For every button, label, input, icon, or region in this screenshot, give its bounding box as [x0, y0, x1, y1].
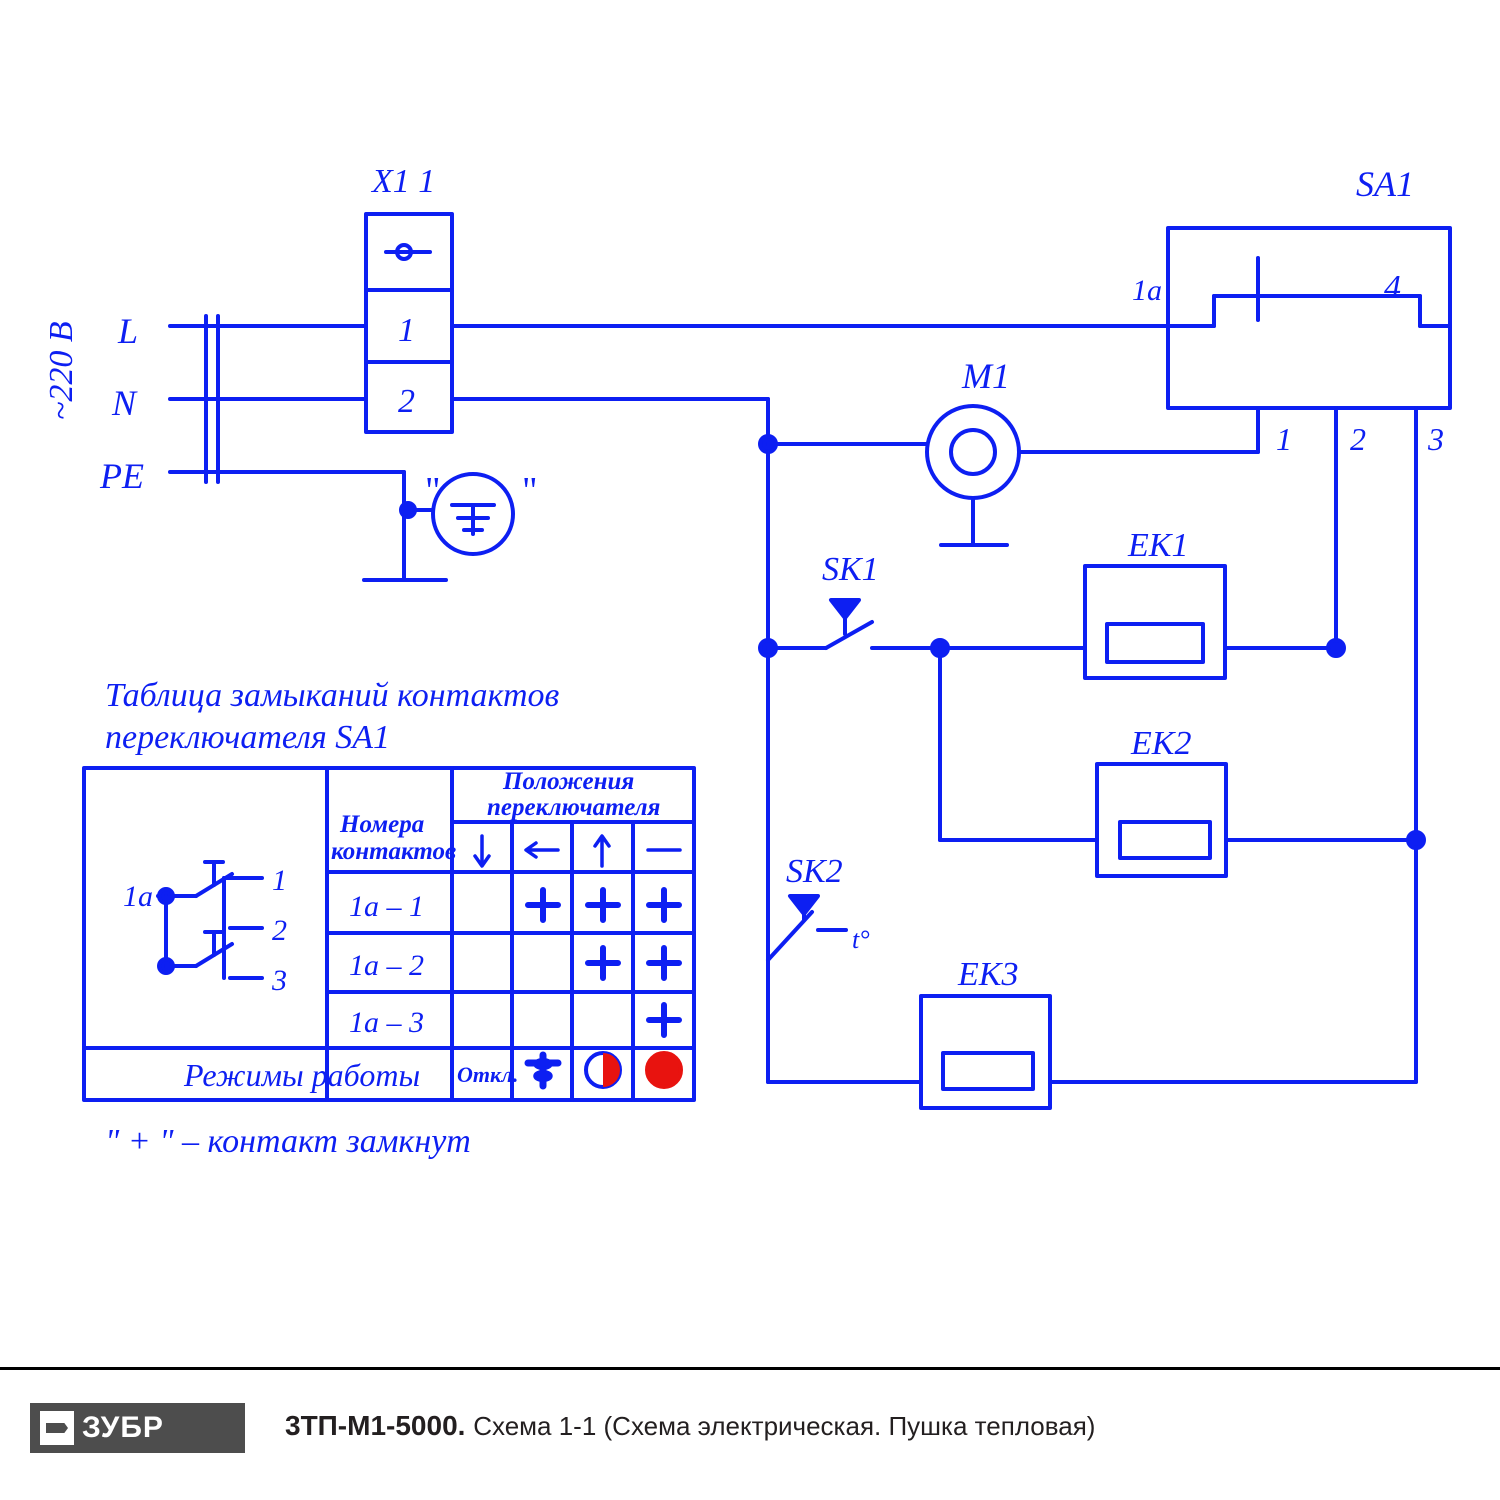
contact-out-label-2: 2	[272, 914, 287, 947]
table-legend: " + " – контакт замкнут	[105, 1123, 471, 1160]
motor-outer	[927, 406, 1019, 498]
table-mark-r0c3	[649, 890, 679, 920]
switch-contact-2-label: 2	[1350, 421, 1366, 457]
sk2-ref: SK2	[786, 853, 843, 890]
table-row-2-contacts: 1a – 3	[349, 1006, 424, 1039]
junction-ek1-sa1-2	[1328, 640, 1344, 656]
table-mark-r1c3	[649, 948, 679, 978]
table-contact-diagram-label: 1a	[123, 880, 153, 913]
position-icon-2	[595, 836, 609, 866]
table-header-positions-line1: Положения	[503, 768, 635, 795]
sk2-temp-mark: t°	[852, 925, 870, 954]
ek2-element	[1120, 822, 1210, 858]
switch-contact-4-label: 4	[1384, 269, 1401, 306]
table-row-0-contacts: 1a – 1	[349, 890, 424, 923]
arrow-icon	[40, 1411, 74, 1445]
ek3-ref: EK3	[958, 956, 1019, 993]
junction-sa1-3-ek2	[1408, 832, 1424, 848]
switch-contact-1-label: 1	[1276, 421, 1292, 457]
ground-quote-left: "	[425, 470, 441, 512]
table-header-positions-line2: переключателя	[487, 794, 661, 821]
motor-inner	[951, 430, 995, 474]
ground-quote-right: "	[522, 470, 538, 512]
switch-body	[1168, 228, 1450, 408]
table-header-contacts-line1: Номера	[340, 811, 425, 838]
mode-fan-icon	[528, 1055, 558, 1086]
ek1-ref: EK1	[1128, 527, 1189, 564]
contact-out-label-3: 3	[272, 964, 287, 997]
motor-ref: M1	[962, 356, 1010, 396]
brand-name: ЗУБР	[82, 1411, 164, 1444]
ek2-ref: EK2	[1131, 725, 1192, 762]
contact-out-label-1: 1	[272, 864, 287, 897]
supply-line-L: L	[118, 311, 139, 351]
ek1-element	[1107, 624, 1203, 662]
table-mark-r1c2	[588, 948, 618, 978]
footer-bar	[0, 1367, 1500, 1500]
supply-line-N: N	[112, 383, 137, 423]
table-header-contacts-line2: контактов	[331, 838, 457, 865]
brand-logo	[30, 1403, 245, 1453]
table-modes-label: Режимы работы	[184, 1057, 421, 1093]
table-mark-r0c1	[528, 890, 558, 920]
terminal-block-ref: X1 1	[372, 163, 436, 200]
terminal-2-label: 2	[398, 383, 415, 420]
sk1-blade	[826, 622, 872, 648]
supply-voltage-label: ~220 В	[43, 321, 80, 420]
switch-contact-3-label: 3	[1428, 421, 1444, 457]
ek3-element	[943, 1053, 1033, 1089]
footer-caption	[285, 1410, 1095, 1442]
position-icon-1	[526, 843, 558, 857]
supply-line-PE: PE	[100, 456, 144, 496]
sk1-ref: SK1	[822, 551, 879, 588]
position-icon-0	[475, 836, 489, 866]
switch-ref: SA1	[1356, 164, 1414, 204]
table-title-line1: Таблица замыканий контактов	[105, 677, 560, 714]
scheme-description: Схема 1-1 (Схема электрическая. Пушка тепловая)	[473, 1411, 1096, 1441]
model-number: 3ТП-М1-5000.	[285, 1410, 466, 1441]
table-title-line2: переключателя SA1	[105, 719, 391, 756]
table-mark-r2c3	[649, 1005, 679, 1035]
switch-input-label: 1a	[1132, 274, 1162, 307]
table-mark-r0c2	[588, 890, 618, 920]
mode-off-label: Откл.	[457, 1062, 519, 1087]
terminal-1-label: 1	[398, 312, 415, 349]
sk1-arrow	[831, 600, 859, 618]
mode-half-icon	[586, 1053, 620, 1087]
mode-full-icon	[647, 1053, 681, 1087]
table-row-1-contacts: 1a – 2	[349, 949, 424, 982]
